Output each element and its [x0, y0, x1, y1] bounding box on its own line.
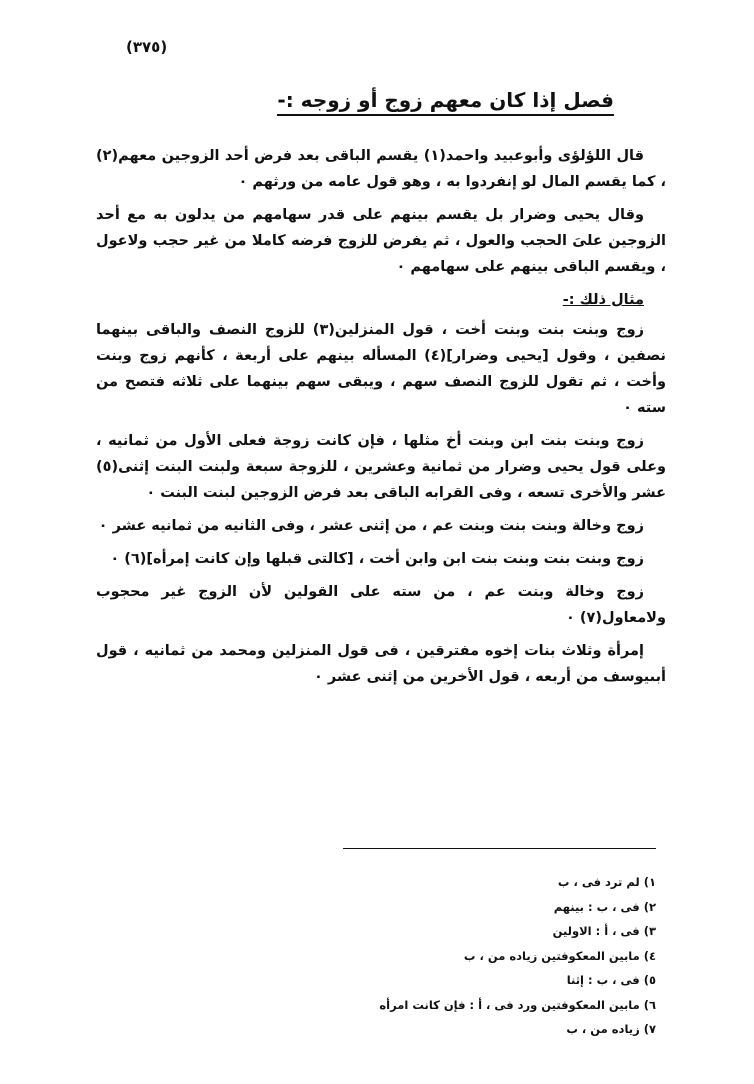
paragraph: زوج وبنت بنت وبنت بنت ابن وابن أخت ، [كالتى قبلها وإن كانت إمرأه](٦) ٠ [110, 551, 644, 567]
paragraph: زوج وبنت بنت وبنت أخت ، قول المنزلين(٣) للزوج النصف والباقى بينهما نصفين ، وقول [يحيى وضرار](٤) المسأله بينهم على أربعة ، كأنهم زوج وبنت وأخت ، ثم تقول للزوج النصف سهم ، ويبقى سهم بينهما على ثلاثه فتصح من سته ٠ [96, 322, 666, 416]
footnote: ١) لم ترد فى ، ب [557, 875, 656, 889]
page-number: (٣٧٥) [126, 38, 168, 56]
footnote: ٧) زياده من ، ب [566, 1022, 656, 1036]
paragraph: زوج وخالة وبنت عم ، من سته على القولين لأن الزوج غير محجوب ولامعاول(٧) ٠ [96, 584, 666, 626]
footnote: ٣) فى ، أ : الاولين [552, 924, 656, 938]
example-subheading [96, 287, 666, 313]
paragraph: زوج وخالة وبنت بنت وبنت عم ، من إثنى عشر ، وفى الثانيه من ثمانيه عشر ٠ [98, 518, 644, 534]
section-heading: فصل إذا كان معهم زوج أو زوجه :- [277, 88, 614, 116]
footnotes [196, 870, 656, 1042]
footnote-divider [343, 848, 656, 849]
paragraph: إمرأة وثلاث بنات إخوه مفترقين ، فى قول المنزلين ومحمد من ثمانيه ، قول أبىيوسف من أربعه ، قول الأخرين من إثنى عشر ٠ [96, 643, 666, 685]
paragraph: وقال يحيى وضرار بل يقسم بينهم على قدر سهامهم من يدلون به مع أحد الزوجين علىَ الحجب والعول ، ثم يفرض للزوج فرضه كاملا من غير حجب ولاعول ، ويقسم الباقى بينهم على سهامهم ٠ [96, 207, 666, 275]
body-text [96, 143, 666, 697]
example-subheading-label: مثال ذلك :- [562, 292, 644, 308]
footnote: ٤) مابين المعكوفتين زياده من ، ب [463, 948, 656, 963]
footnote: ٢) فى ، ب : بينهم [553, 899, 656, 914]
footnote: ٥) فى ، ب : إثنا [566, 973, 656, 987]
paragraph: قال اللؤلؤى وأبوعبيد واحمد(١) يقسم الباقى بعد فرض أحد الزوجين معهم(٢) ، كما يقسم المال لو إنفردوا به ، وهو قول عامه من ورثهم ٠ [96, 148, 666, 190]
footnote: ٦) مابين المعكوفتين ورد فى ، أ : فإن كانت امرأه [379, 997, 656, 1012]
paragraph: زوج وبنت بنت ابن وبنت أخ مثلها ، فإن كانت زوجة فعلى الأول من ثمانيه ، وعلى قول يحيى وضرار من ثمانية وعشرين ، للزوجة سبعة ولبنت البنت إثنى(٥) عشر والأخرى تسعه ، وفى القرابه الباقى بعد فرض الزوجين لبنت البنت ٠ [96, 433, 666, 501]
